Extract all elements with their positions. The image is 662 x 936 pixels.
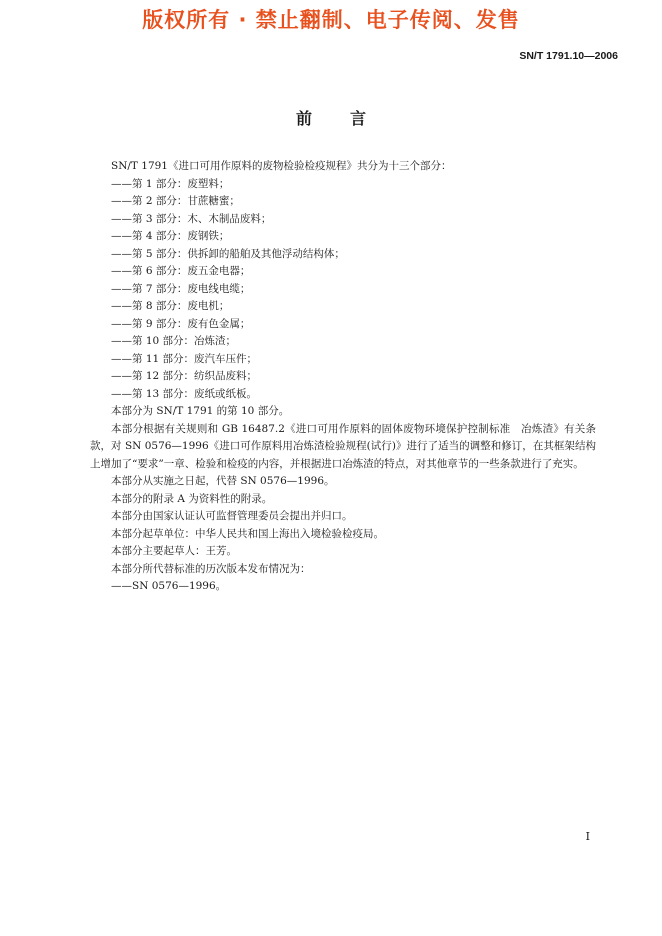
list-item: ——第 6 部分：废五金电器； — [111, 265, 251, 277]
list-item: ——第 7 部分：废电线电缆； — [111, 282, 251, 295]
list-item: ——第 13 部分：废纸或纸板。 — [111, 387, 258, 400]
list-item: ——SN 0576—1996。 — [111, 580, 227, 592]
list-item: ——第 12 部分：纺织品废料； — [111, 370, 258, 382]
paragraph: SN/T 1791《进口可用作原料的废物检验检疫规程》共分为十三个部分： — [111, 160, 452, 172]
page-number: I — [585, 830, 590, 843]
list-item: ——第 10 部分：冶炼渣； — [111, 335, 237, 347]
paragraph: 本部分起草单位：中华人民共和国上海出入境检验检疫局。 — [111, 527, 384, 540]
paragraph: 本部分根据有关规则和 GB 16487.2《进口可用作原料的固体废物环境保护控制标准 冶炼渣》有关条款，对 SN 0576—1996《进口可作原料用冶炼渣检验规程(试行)》进行了适当的调整和修订，在其框架结构上增加了“要求”一章、检验和检疫的内容，并根据进口冶炼渣的特点，对其他章节的一些条款进行了充实。 — [90, 422, 596, 470]
paragraph: 本部分的附录 A 为资料性的附录。 — [111, 492, 273, 505]
list-item: ——第 2 部分：甘蔗糖蜜； — [111, 195, 240, 207]
foreword-body — [90, 158, 596, 596]
paragraph: 本部分为 SN/T 1791 的第 10 部分。 — [111, 405, 290, 417]
paragraph: 本部分由国家认证认可监督管理委员会提出并归口。 — [111, 510, 353, 522]
standard-number: SN/T 1791.10—2006 — [519, 50, 618, 62]
paragraph: 本部分从实施之日起，代替 SN 0576—1996。 — [111, 475, 335, 487]
title-char-1: 前 — [295, 109, 312, 128]
paragraph: 本部分主要起草人：王芳。 — [111, 545, 237, 557]
list-item: ——第 8 部分：废电机； — [111, 300, 230, 312]
list-item: ——第 1 部分：废塑料； — [111, 177, 230, 190]
page-title — [0, 106, 662, 129]
list-item: ——第 5 部分：供拆卸的船舶及其他浮动结构体； — [111, 247, 345, 260]
list-item: ——第 9 部分：废有色金属； — [111, 317, 251, 330]
title-char-2: 言 — [350, 109, 367, 128]
list-item: ——第 4 部分：废钢铁； — [111, 230, 230, 242]
paragraph: 本部分所代替标准的历次版本发布情况为： — [111, 562, 311, 575]
list-item: ——第 3 部分：木、木制品废料； — [111, 212, 272, 225]
copyright-banner: 版权所有 · 禁止翻制、电子传阅、发售 — [142, 8, 520, 32]
list-item: ——第 11 部分：废汽车压件； — [111, 352, 258, 365]
